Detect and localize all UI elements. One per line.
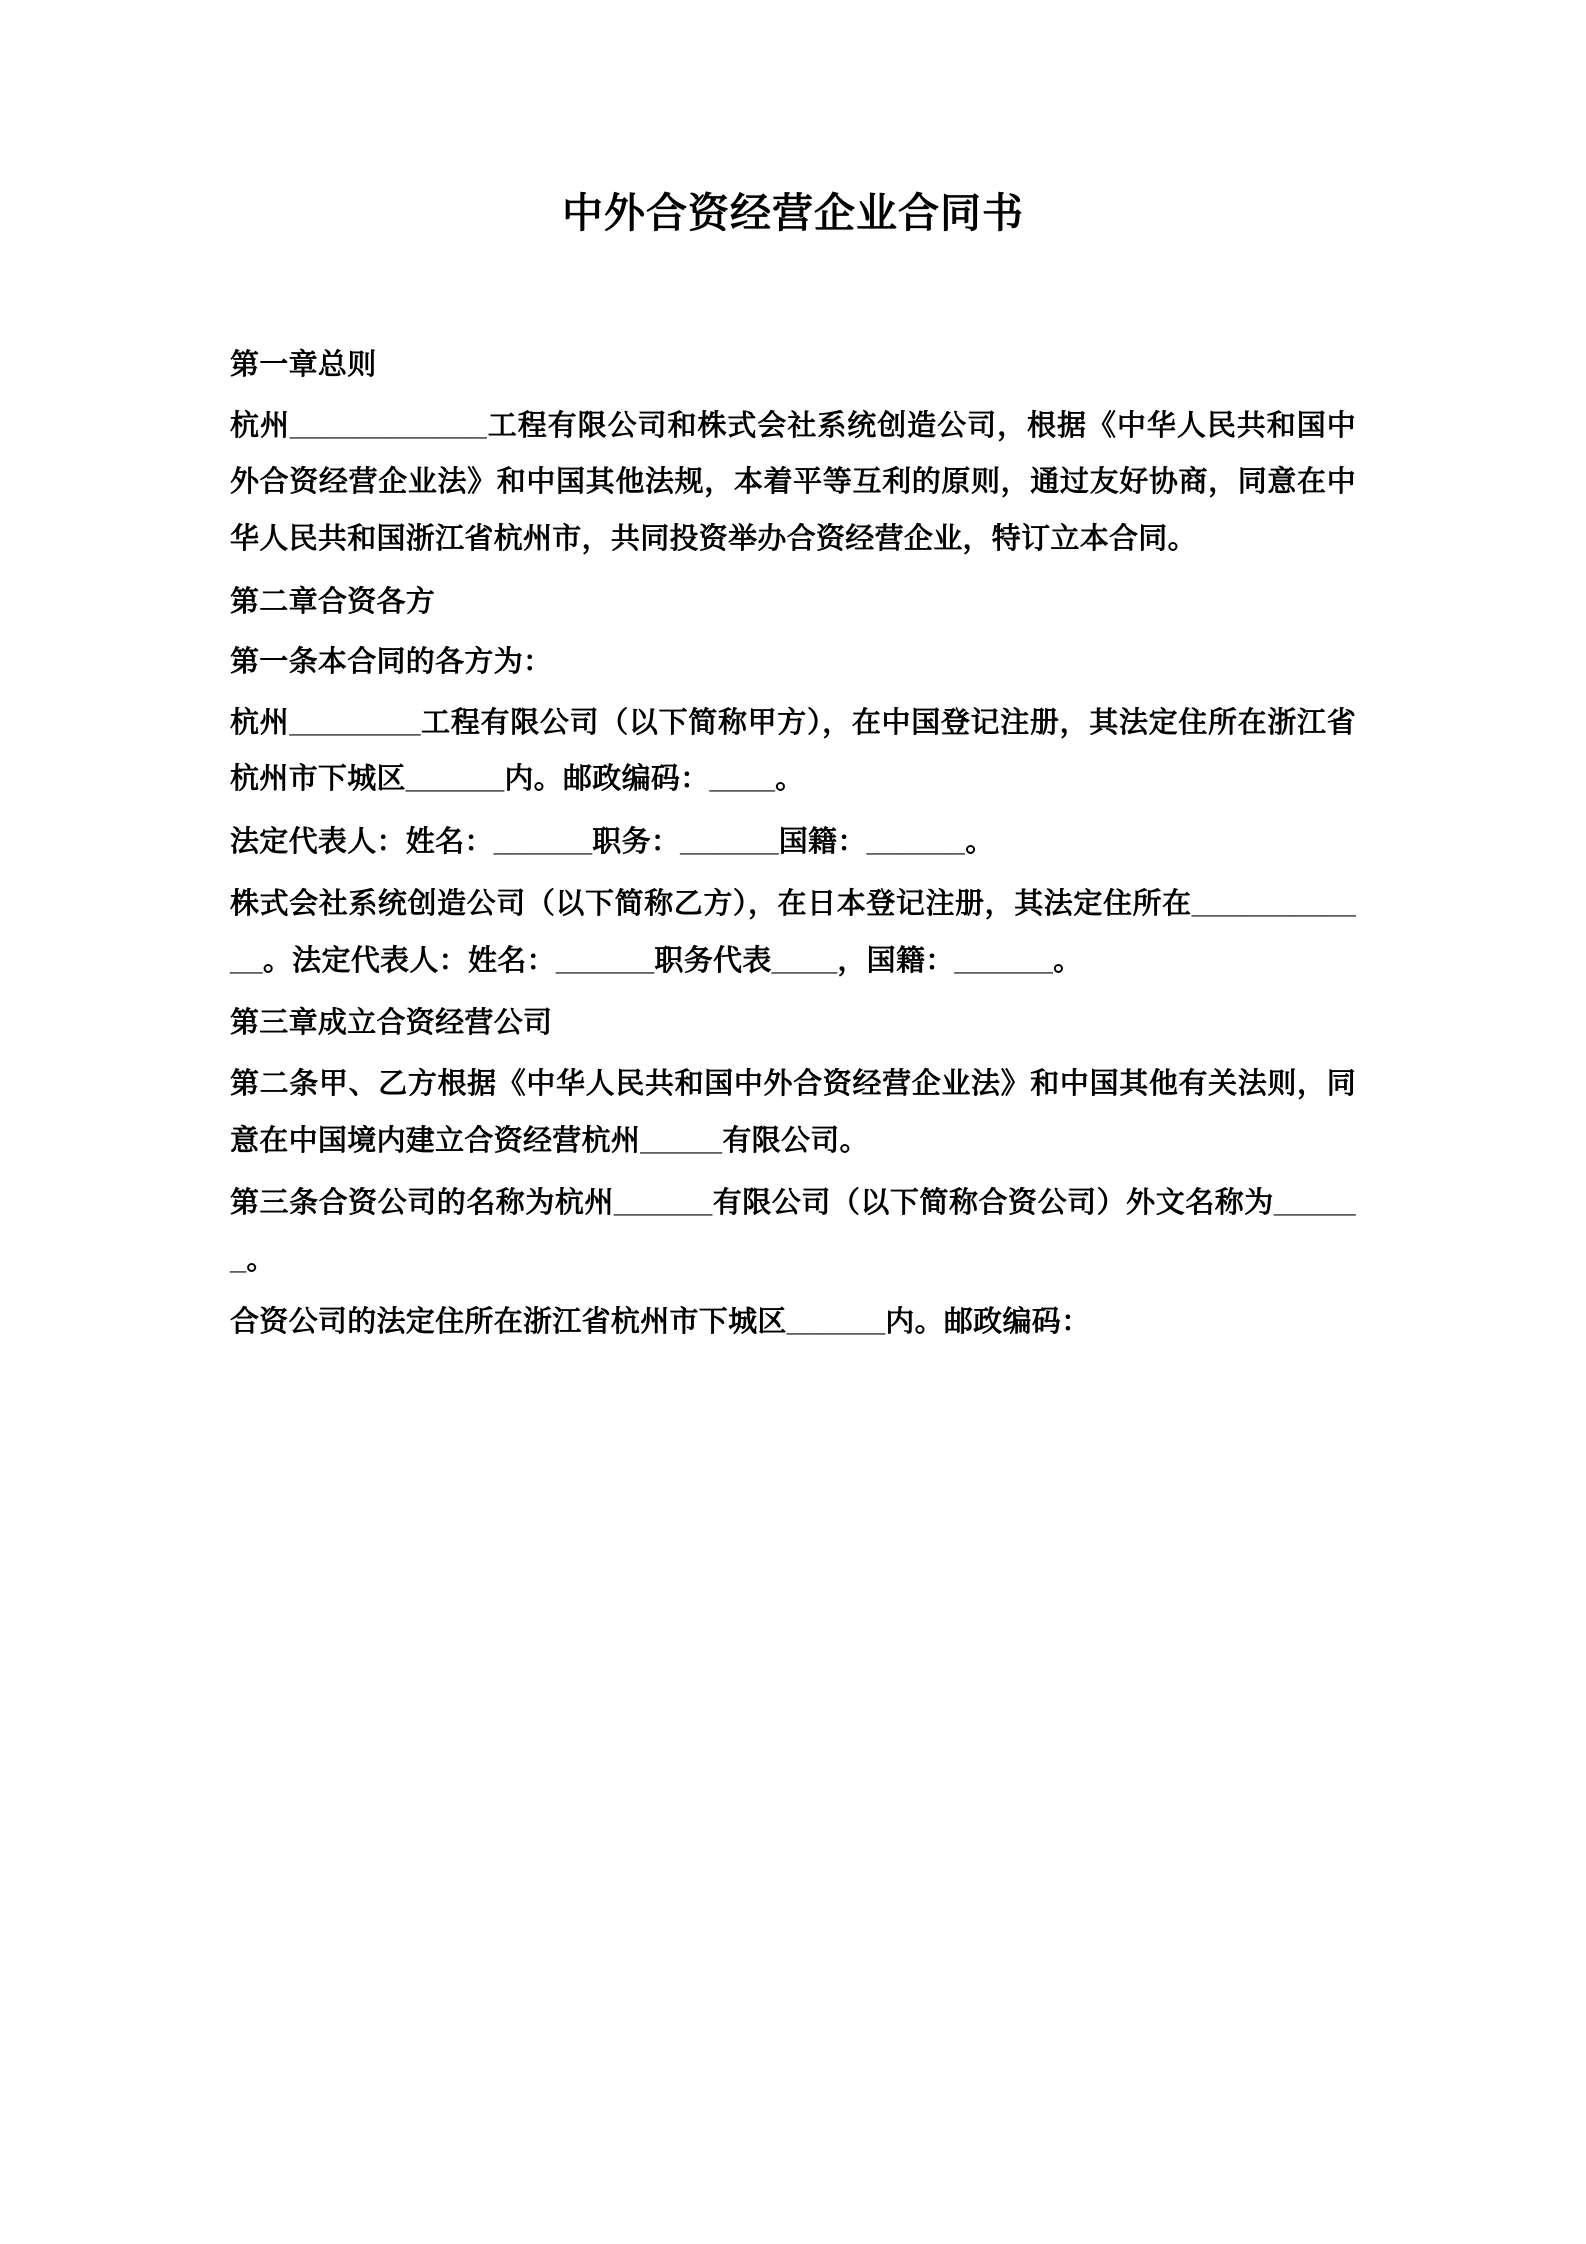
document-body	[230, 337, 1356, 1350]
section-heading: 第一章总则	[230, 349, 377, 382]
paragraph: 法定代表人：姓名：______职务：______国籍：______。	[230, 825, 995, 858]
paragraph: 合资公司的法定住所在浙江省杭州市下城区______内。邮政编码：	[230, 1306, 1091, 1339]
paragraph: 杭州________工程有限公司（以下简称甲方），在中国登记注册，其法定住所在浙江省杭州市下城区______内。邮政编码：____。	[230, 706, 1356, 796]
paragraph: 第三条合资公司的名称为杭州______有限公司（以下简称合资公司）外文名称为______。	[230, 1187, 1356, 1276]
section-heading: 第三章成立合资经营公司	[230, 1007, 553, 1040]
section-heading: 第一条本合同的各方为：	[230, 646, 553, 679]
section-heading: 第二章合资各方	[230, 585, 436, 618]
paragraph: 杭州____________工程有限公司和株式会社系统创造公司，根据《中华人民共和国中外合资经营企业法》和中国其他法规，本着平等互利的原则，通过友好协商，同意在中华人民共和国浙江省杭州市，共同投资举办合资经营企业，特订立本合同。	[230, 409, 1356, 556]
page-title: 中外合资经营企业合同书	[562, 190, 1024, 236]
paragraph: 株式会社系统创造公司（以下简称乙方），在日本登记注册，其法定住所在____________。法定代表人：姓名：______职务代表____，国籍：______。	[230, 888, 1356, 977]
paragraph: 第二条甲、乙方根据《中华人民共和国中外合资经营企业法》和中国其他有关法则，同意在中国境内建立合资经营杭州_____有限公司。	[230, 1067, 1356, 1157]
